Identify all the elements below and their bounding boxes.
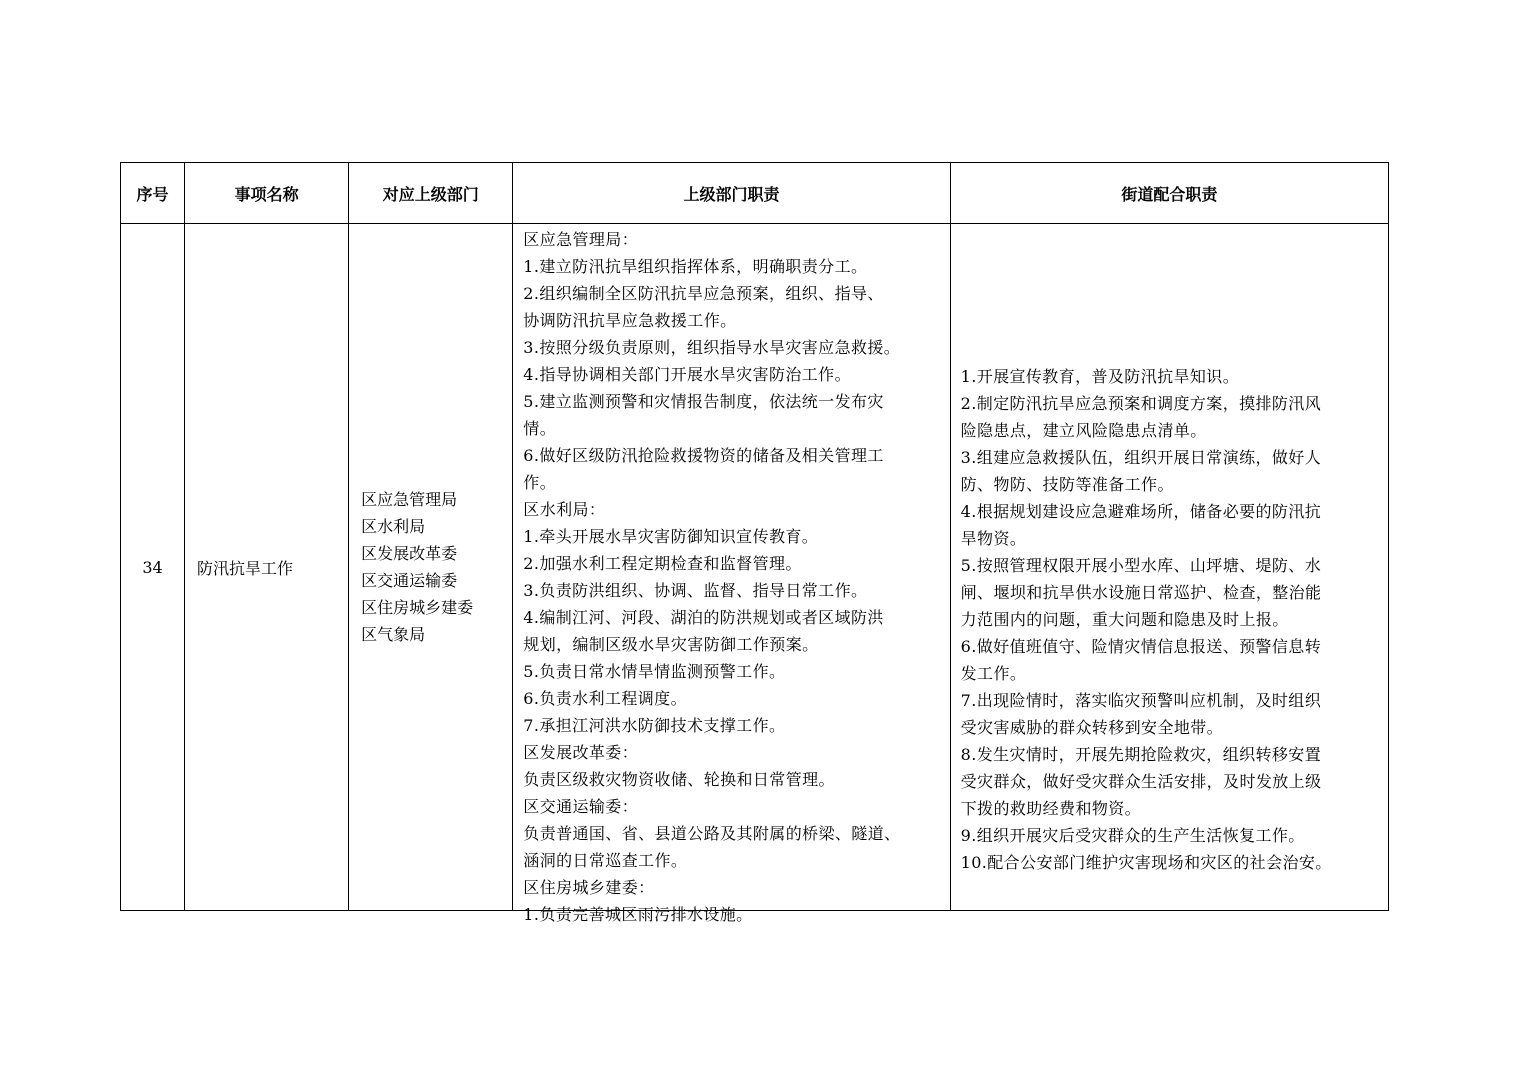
upper-line: 1.牵头开展水旱灾害防御知识宣传教育。 [523, 527, 819, 546]
table-header-row [121, 163, 1389, 224]
street-line: 险隐患点，建立风险隐患点清单。 [960, 420, 1207, 440]
header-dept: 对应上级部门 [349, 163, 513, 224]
upper-line: 涵洞的日常巡查工作。 [523, 851, 688, 870]
upper-line: 规划，编制区级水旱灾害防御工作预案。 [523, 635, 819, 654]
dept-line: 区住房城乡建委 [361, 598, 474, 617]
upper-line: 7.承担江河洪水防御技术支撑工作。 [523, 716, 786, 735]
dept-line: 区气象局 [361, 625, 426, 644]
upper-line: 区发展改革委： [523, 743, 639, 762]
upper-line: 区交通运输委： [523, 797, 639, 816]
street-line: 10.配合公安部门维护灾害现场和灾区的社会治安。 [960, 852, 1332, 872]
upper-line: 区应急管理局： [523, 230, 639, 249]
table-row [121, 224, 1389, 911]
upper-line: 区水利局： [523, 500, 606, 519]
street-line: 闸、堰坝和抗旱供水设施日常巡护、检查，整治能 [960, 582, 1322, 602]
upper-line: 6.做好区级防汛抢险救援物资的储备及相关管理工 [523, 446, 884, 465]
upper-line: 4.指导协调相关部门开展水旱灾害防治工作。 [523, 365, 851, 384]
street-line: 2.制定防汛抗旱应急预案和调度方案，摸排防汛风 [960, 393, 1322, 413]
upper-line: 2.组织编制全区防汛抗旱应急预案，组织、指导、 [523, 284, 884, 303]
upper-line: 2.加强水利工程定期检查和监督管理。 [523, 554, 802, 573]
street-line: 4.根据规划建设应急避难场所，储备必要的防汛抗 [960, 501, 1322, 521]
cell-item-name: 防汛抗旱工作 [185, 224, 349, 911]
cell-upper-duties [513, 224, 950, 924]
upper-line: 协调防汛抗旱应急救援工作。 [523, 311, 737, 330]
upper-line: 情。 [523, 419, 557, 438]
upper-line: 4.编制江河、河段、湖泊的防洪规划或者区域防洪 [523, 608, 884, 627]
upper-line: 5.建立监测预警和灾情报告制度，依法统一发布灾 [523, 392, 884, 411]
cell-departments [349, 224, 513, 911]
upper-line: 作。 [523, 473, 557, 492]
dept-line: 区水利局 [361, 517, 426, 536]
upper-line: 负责普通国、省、县道公路及其附属的桥梁、隧道、 [523, 824, 901, 843]
street-line: 下拨的救助经费和物资。 [960, 798, 1142, 818]
cell-street-duties [950, 224, 1388, 911]
duty-table-wrapper [120, 162, 1389, 924]
upper-line: 1.负责完善城区雨污排水设施。 [523, 905, 753, 924]
header-street: 街道配合职责 [950, 163, 1388, 224]
dept-line: 区交通运输委 [361, 571, 458, 590]
upper-line: 6.负责水利工程调度。 [523, 689, 687, 708]
cell-seq: 34 [121, 224, 185, 911]
upper-line: 区住房城乡建委： [523, 878, 655, 897]
street-line: 旱物资。 [960, 528, 1027, 548]
upper-line: 3.按照分级负责原则，组织指导水旱灾害应急救援。 [523, 338, 901, 357]
street-line: 力范围内的问题，重大问题和隐患及时上报。 [960, 609, 1289, 629]
street-duties-text [951, 363, 1388, 876]
duty-table [120, 162, 1389, 924]
street-line: 9.组织开展灾后受灾群众的生产生活恢复工作。 [960, 825, 1305, 845]
street-line: 6.做好值班值守、险情灾情信息报送、预警信息转 [960, 636, 1322, 656]
header-upper: 上级部门职责 [513, 163, 950, 224]
dept-line: 区应急管理局 [361, 490, 458, 509]
upper-line: 负责区级救灾物资收储、轮换和日常管理。 [523, 770, 835, 789]
street-line: 防、物防、技防等准备工作。 [960, 474, 1174, 494]
header-seq: 序号 [121, 163, 185, 224]
street-line: 5.按照管理权限开展小型水库、山坪塘、堤防、水 [960, 555, 1322, 575]
dept-line: 区发展改革委 [361, 544, 458, 563]
street-line: 3.组建应急救援队伍，组织开展日常演练，做好人 [960, 447, 1322, 467]
upper-duties-text [523, 226, 900, 928]
upper-line: 1.建立防汛抗旱组织指挥体系，明确职责分工。 [523, 257, 868, 276]
upper-line: 5.负责日常水情旱情监测预警工作。 [523, 662, 786, 681]
street-line: 8.发生灾情时，开展先期抢险救灾，组织转移安置 [960, 744, 1322, 764]
header-item: 事项名称 [185, 163, 349, 224]
street-line: 7.出现险情时，落实临灾预警叫应机制，及时组织 [960, 690, 1322, 710]
street-line: 发工作。 [960, 663, 1027, 683]
street-line: 受灾害威胁的群众转移到安全地带。 [960, 717, 1224, 737]
street-line: 1.开展宣传教育，普及防汛抗旱知识。 [960, 366, 1240, 386]
street-line: 受灾群众，做好受灾群众生活安排，及时发放上级 [960, 771, 1322, 791]
upper-line: 3.负责防洪组织、协调、监督、指导日常工作。 [523, 581, 868, 600]
